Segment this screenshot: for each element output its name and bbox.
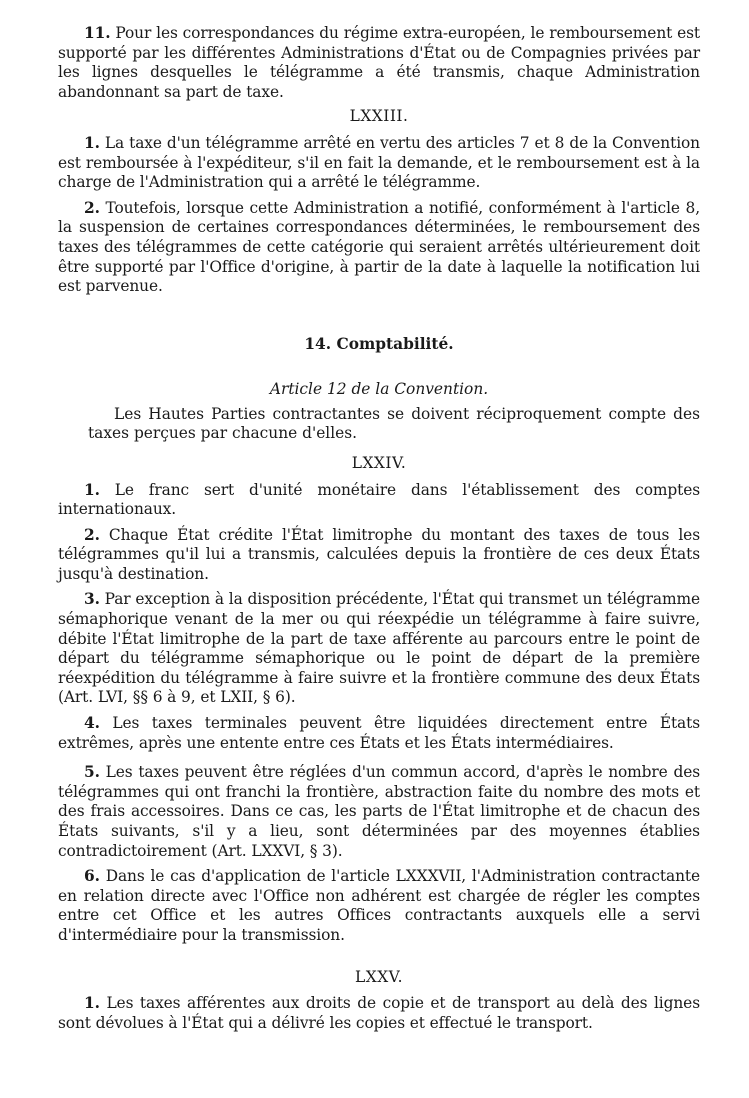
paragraph-lxxiv-6: [58, 867, 700, 945]
paragraph-lxxiv-2: [58, 526, 700, 585]
paragraph-lxxiv-1: [58, 481, 700, 520]
article-heading-lxxiv: LXXIV.: [351, 453, 407, 472]
paragraph-lxxiv-3: [58, 590, 700, 708]
paragraph-number: 1.: [84, 994, 100, 1013]
paragraph-lxxiii-1: [58, 134, 700, 193]
article-heading-lxxiii: LXXIII.: [349, 107, 409, 126]
article-title: Article 12 de la Convention.: [269, 379, 489, 398]
paragraph-lxxiv-5: [58, 763, 700, 861]
paragraph-text: Les taxes afférentes aux droits de copie et de transport au delà des lignes sont dévolues à l'État qui a délivré les copies et effectué le transport.: [58, 994, 700, 1032]
paragraph-text: Dans le cas d'application de l'article LXXXVII, l'Administration contractante en relation directe avec l'Office non adhérent est chargée de régler les comptes entre cet Office et les autres Offices contractants auxquels elle a servi d'intermédiaire pour la transmission.: [58, 867, 700, 944]
paragraph-number: 6.: [84, 867, 100, 886]
paragraph-number: 3.: [84, 590, 100, 609]
section-title: 14. Comptabilité.: [304, 334, 454, 353]
paragraph-text: Chaque État crédite l'État limitrophe du montant des taxes de tous les télégrammes qu'il lui a transmis, calculées depuis la frontière de ces deux États jusqu'à destination.: [58, 525, 700, 583]
paragraph-text: Toutefois, lorsque cette Administration a notifié, conformément à l'article 8, la suspension de certaines correspondances déterminées, le remboursement des taxes des télégrammes de cette catégorie qui seraient arrêtés ultérieurement doit être supporté par l'Office d'origine, à partir de la date à laquelle la notification lui est parvenue.: [58, 198, 700, 296]
paragraph-number: 5.: [84, 763, 100, 782]
paragraph-lxxiii-2: [58, 199, 700, 297]
paragraph-number: 1.: [84, 133, 100, 152]
paragraph-number: 2.: [84, 198, 100, 217]
paragraph-number: 1.: [84, 480, 100, 499]
paragraph-number: 2.: [84, 525, 100, 544]
convention-quote: Les Hautes Parties contractantes se doivent réciproquement compte des taxes perçues par chacune d'elles.: [88, 404, 700, 443]
paragraph-text: La taxe d'un télégramme arrêté en vertu des articles 7 et 8 de la Convention est remboursée à l'expéditeur, s'il en fait la demande, et le remboursement est à la charge de l'Administration qui a arrêté le télégramme.: [58, 133, 700, 192]
paragraph-lxxiv-4: [58, 714, 700, 753]
paragraph-number: 4.: [84, 714, 100, 733]
paragraph-text: Le franc sert d'unité monétaire dans l'établissement des comptes internationaux.: [58, 480, 700, 519]
paragraph-lxxv-1: [58, 994, 700, 1033]
document-page: [58, 24, 700, 1033]
paragraph-text: Par exception à la disposition précédente, l'État qui transmet un télégramme sémaphorique venant de la mer ou qui réexpédie un télégramme à faire suivre, débite l'État limitrophe de la part de taxe afférente au parcours entre le point de départ du télégramme sémaphorique ou le point de départ de la première réexpédition du télégramme à faire suivre et la frontière commune des deux États (Art. LVI, §§ 6 à 9, et LXII, § 6).: [58, 590, 700, 707]
paragraph-lxxii-11: [58, 24, 700, 102]
article-heading-lxxv: LXXV.: [355, 967, 403, 986]
paragraph-text: Les taxes terminales peuvent être liquidées directement entre États extrêmes, après une entente entre ces États et les États intermédiaires.: [58, 714, 700, 752]
paragraph-number: 11.: [84, 24, 111, 42]
paragraph-text: Les taxes peuvent être réglées d'un commun accord, d'après le nombre des télégrammes qui ont franchi la frontière, abstraction faite du nombre des mots et des frais accessoires. Dans ce cas, les parts de l'État limitrophe et de chacun des États suivants, s'il y a lieu, sont déterminées par des moyennes établies contradictoirement (Art. LXXVI, § 3).: [58, 763, 700, 860]
paragraph-text: Pour les correspondances du régime extra-européen, le remboursement est supporté par les différentes Administrations d'État ou de Compagnies privées par les lignes desquelles le télégramme a été transmis, chaque Administration abandonnant sa part de taxe.: [58, 24, 700, 101]
